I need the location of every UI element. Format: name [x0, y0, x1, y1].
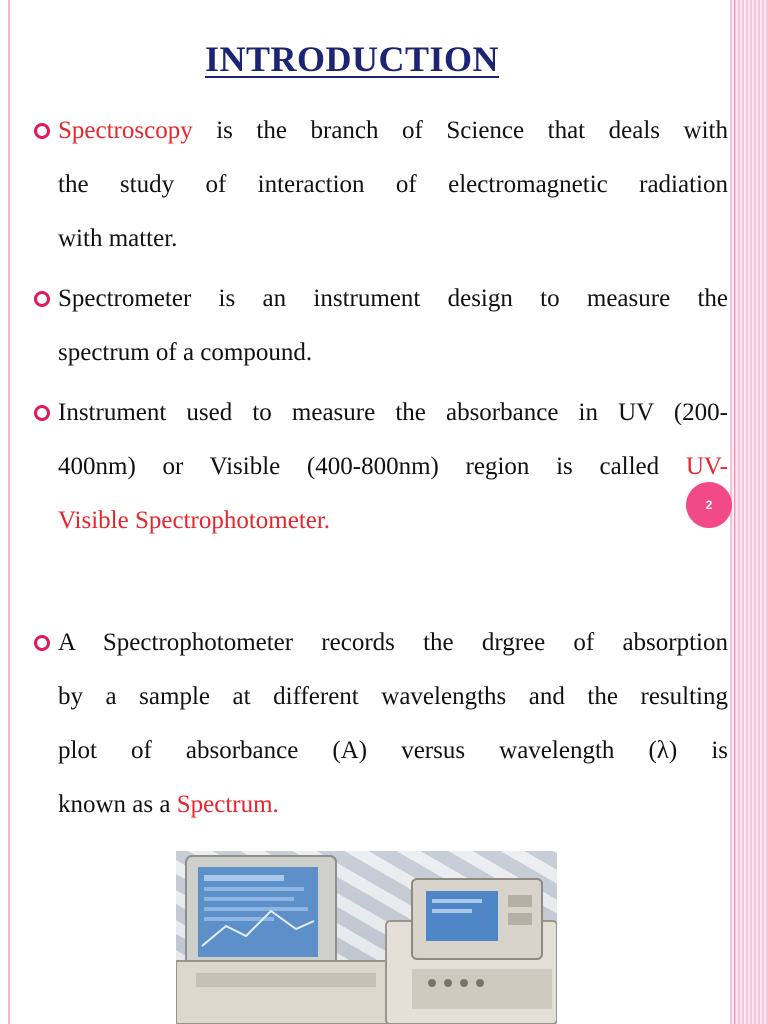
bullet-line	[58, 326, 728, 380]
slide-title: INTRODUCTION	[204, 39, 500, 79]
text-segment: is the branch of Science that deals with	[192, 117, 728, 144]
bullet-spectrometer	[58, 272, 728, 380]
text-segment: plot of absorbance (A) versus wavelength (λ) is	[58, 737, 728, 764]
bullet-line	[58, 104, 728, 158]
text-segment: the study of interaction of electromagnetic radiation	[58, 171, 728, 198]
highlighted-term: Spectroscopy	[58, 117, 193, 144]
spectrophotometer-photo	[176, 851, 557, 1024]
right-border-line	[734, 0, 735, 1024]
bullet-line	[58, 494, 728, 548]
text-segment: with matter.	[58, 225, 178, 252]
bullet-line	[58, 778, 728, 832]
bullet-line	[58, 272, 728, 326]
bullet-marker-icon	[34, 635, 50, 651]
bullet-line	[58, 158, 728, 212]
text-segment: spectrum of a compound.	[58, 339, 313, 366]
text-segment: by a sample at different wavelengths and the resulting	[58, 683, 728, 710]
highlighted-term: Visible Spectrophotometer.	[58, 507, 331, 534]
bullet-marker-icon	[34, 291, 50, 307]
highlighted-term: UV-	[685, 453, 728, 480]
text-segment: Spectrometer is an instrument design to measure the	[58, 285, 728, 312]
bullet-spectroscopy	[58, 104, 728, 266]
bullet-line	[58, 212, 728, 266]
decorative-border-stripes	[730, 0, 768, 1024]
bullet-uv-visible	[58, 386, 728, 548]
bullet-line	[58, 386, 728, 440]
text-segment: A Spectrophotometer records the drgree of absorption	[58, 629, 728, 656]
bullet-line	[58, 670, 728, 724]
bullet-line	[58, 724, 728, 778]
text-segment: known as a	[58, 791, 177, 818]
bullet-line	[58, 440, 728, 494]
page-number-badge: 2	[686, 482, 732, 528]
text-segment: 400nm) or Visible (400-800nm) region is called	[58, 453, 686, 480]
text-segment: Instrument used to measure the absorbance in UV (200-	[58, 399, 728, 426]
bullet-marker-icon	[34, 123, 50, 139]
bullet-marker-icon	[34, 405, 50, 421]
bullet-line	[58, 616, 728, 670]
left-border-line	[8, 0, 10, 1024]
highlighted-term: Spectrum.	[176, 791, 279, 818]
bullet-spectrophotometer	[58, 616, 728, 832]
